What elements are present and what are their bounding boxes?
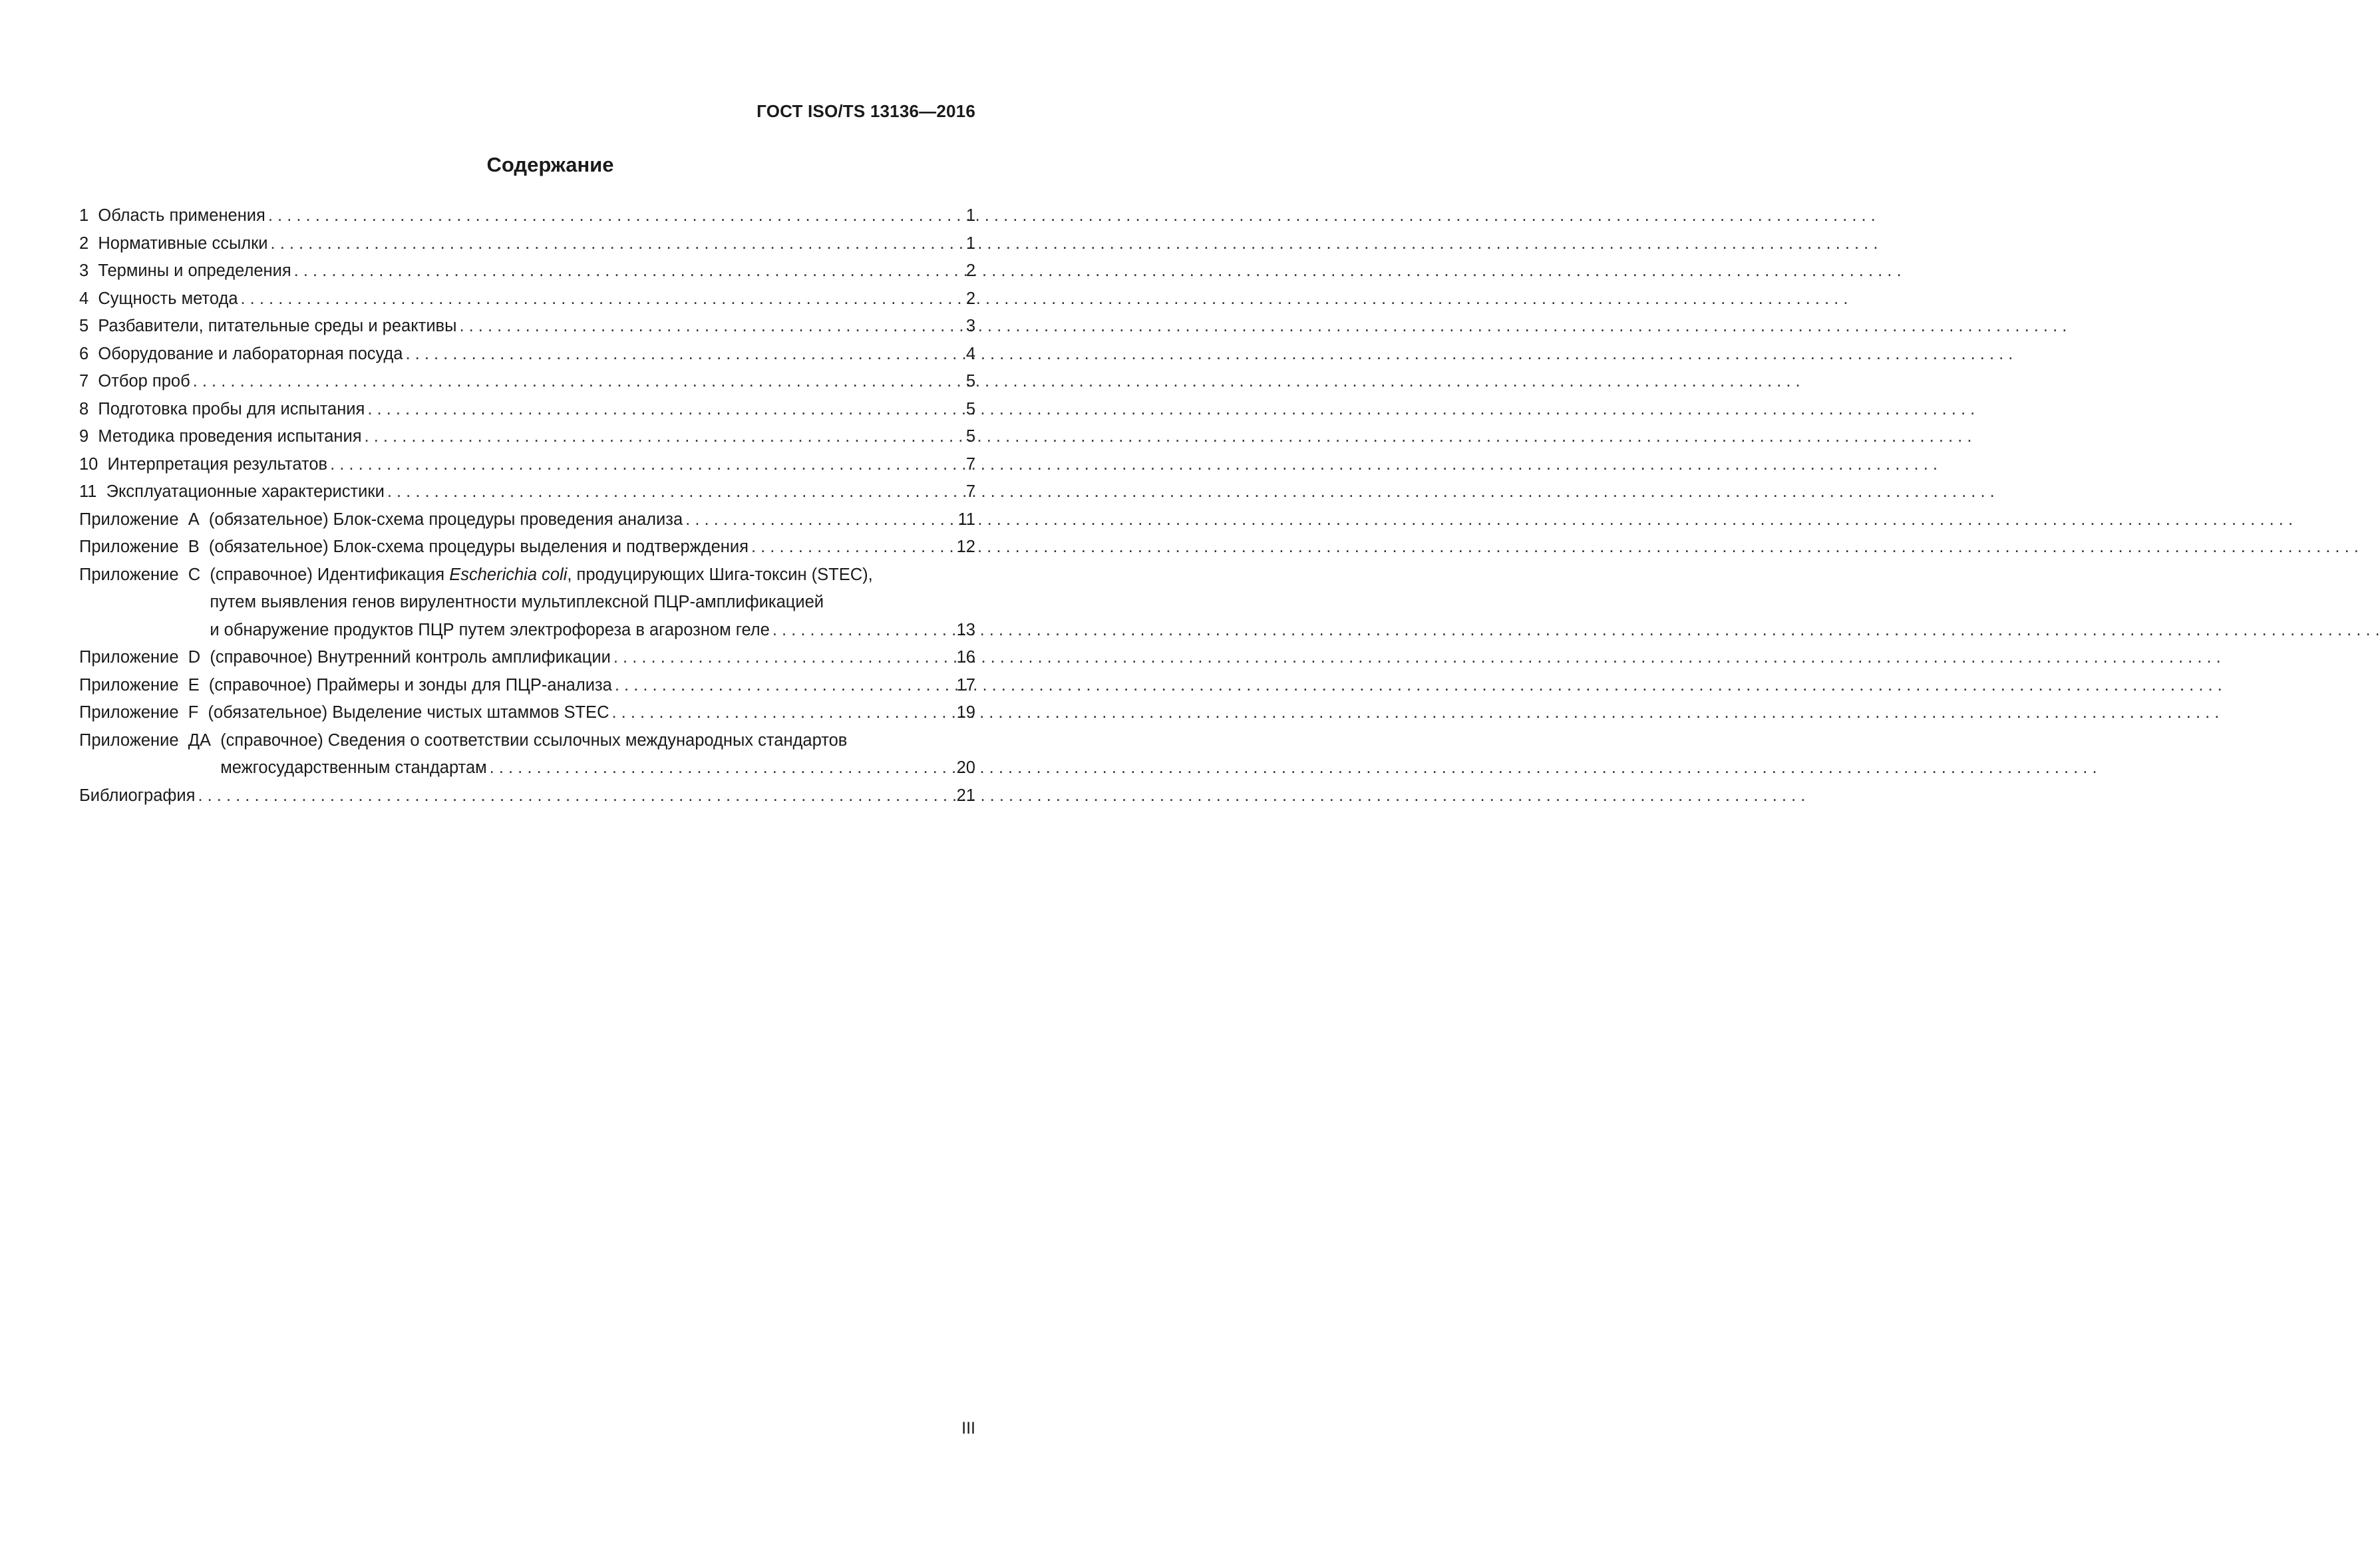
dot-leader [615, 672, 954, 700]
document-code: ГОСТ ISO/TS 13136—2016 [757, 101, 975, 121]
toc-entry-appendix-b[interactable] [79, 534, 975, 561]
toc-entry-number: 1 [79, 206, 98, 225]
toc-entry-title: (справочное) Идентификация Escherichia coli, продуцирующих Шига-токсин (STEC), [210, 565, 873, 584]
toc-entry-number: 5 [79, 317, 98, 335]
toc-entry-number: Приложение F [79, 703, 208, 722]
toc-entry-title: Оборудование и лабораторная посуда [98, 344, 403, 363]
toc-entry-title: (справочное) Внутренний контроль амплификации [210, 648, 611, 667]
toc-entry-title: Разбавители, питательные среды и реактивы [98, 317, 457, 335]
toc-entry-title-continuation: путем выявления генов вирулентности мультиплексной ПЦР-амплификацией [210, 593, 824, 611]
toc-entry-title: Термины и определения [98, 261, 291, 280]
toc-entry-number: 8 [79, 399, 98, 418]
toc-entry-page: 2 [965, 261, 975, 280]
toc-entry-title: Нормативные ссылки [98, 233, 268, 253]
toc-entry-title-continuation: межгосударственным стандартам [220, 758, 487, 777]
toc-entry-page: 2 [965, 289, 975, 308]
dot-leader [611, 699, 953, 727]
toc-entry-title: Методика проведения испытания [98, 427, 362, 446]
toc-entry-title-continuation: и обнаружение продуктов ПЦР путем электрофореза в агарозном геле [210, 620, 770, 639]
toc-entry-title: (обязательное) Выделение чистых штаммов STEC [208, 703, 609, 722]
toc-entry-page: 1 [965, 233, 975, 253]
toc-entry-page: 17 [956, 675, 975, 695]
toc-entry-number: 2 [79, 233, 98, 253]
toc-entry[interactable] [79, 478, 975, 506]
toc-entry-page: 11 [957, 510, 975, 529]
toc-entry-number: 6 [79, 344, 98, 363]
toc-entry-page: 7 [965, 482, 975, 501]
toc-entry-number: 9 [79, 427, 98, 446]
toc-entry[interactable] [79, 230, 975, 258]
toc-entry[interactable] [79, 202, 975, 230]
toc-entry-page: 16 [956, 648, 975, 667]
toc-entry-page: 13 [956, 620, 975, 639]
toc-entry[interactable] [79, 368, 975, 396]
toc-entry[interactable] [79, 257, 975, 285]
toc-entry-page: 5 [965, 399, 975, 418]
toc-entry-title: Эксплуатационные характеристики [106, 482, 385, 501]
toc-entry-number: Приложение А [79, 510, 209, 529]
toc-entry-title: (справочное) Праймеры и зонды для ПЦР-анализа [208, 675, 612, 695]
dot-leader [490, 754, 954, 782]
dot-leader [294, 257, 963, 285]
toc-entry-page: 3 [965, 317, 975, 335]
toc-entry-title: Область применения [98, 206, 265, 225]
toc-entry-number: 11 [79, 482, 106, 501]
toc-entry-bibliography[interactable] [79, 782, 975, 810]
dot-leader [365, 423, 963, 451]
toc-entry-title: Интерпретация результатов [107, 454, 328, 474]
toc-entry-page: 19 [956, 703, 975, 722]
dot-leader [241, 285, 963, 313]
toc-entry-page: 12 [956, 538, 975, 556]
toc-entry-appendix-c[interactable] [79, 561, 975, 645]
toc-entry-number: Приложение ДА [79, 730, 221, 750]
toc-entry-appendix-da[interactable] [79, 727, 975, 782]
toc-entry-page: 5 [965, 427, 975, 446]
toc-entry-title: (обязательное) Блок-схема процедуры проведения анализа [208, 510, 683, 529]
dot-leader [613, 644, 954, 672]
toc-entry-appendix-d[interactable] [79, 644, 975, 672]
toc-entry-title: Сущность метода [98, 289, 238, 308]
toc-entry[interactable] [79, 285, 975, 313]
toc-entry[interactable] [79, 341, 975, 369]
toc-entry-appendix-f[interactable] [79, 699, 975, 727]
toc-title: Содержание [486, 153, 614, 176]
toc-entry-number: 10 [79, 454, 108, 474]
toc-entry-number: 7 [79, 372, 98, 390]
dot-leader [268, 202, 963, 230]
toc-entry-number: 3 [79, 261, 98, 280]
toc-entry-number: Приложение D [79, 648, 210, 667]
toc-entry-title: Библиография [79, 786, 196, 805]
dot-leader [198, 782, 953, 810]
toc-entry-page: 20 [956, 758, 975, 777]
table-of-contents [79, 202, 975, 810]
dot-leader [459, 313, 963, 341]
toc-entry-number: 4 [79, 289, 98, 308]
toc-entry-page: 7 [965, 454, 975, 474]
dot-leader [193, 368, 963, 396]
species-name: Escherichia coli [449, 565, 568, 584]
page-number: III [961, 1419, 975, 1438]
toc-entry-page: 5 [965, 372, 975, 390]
dot-leader [772, 617, 954, 645]
dot-leader [271, 230, 963, 258]
dot-leader [405, 341, 963, 369]
toc-entry-page: 4 [965, 344, 975, 363]
toc-entry-appendix-a[interactable] [79, 506, 975, 534]
dot-leader [751, 534, 954, 561]
toc-entry-page: 1 [965, 206, 975, 225]
toc-entry-title: Подготовка пробы для испытания [98, 399, 365, 418]
toc-entry[interactable] [79, 423, 975, 451]
toc-entry[interactable] [79, 313, 975, 341]
toc-entry[interactable] [79, 451, 975, 479]
toc-entry-appendix-e[interactable] [79, 672, 975, 700]
dot-leader [330, 451, 963, 479]
toc-entry-number: Приложение Е [79, 675, 209, 695]
toc-entry-number: Приложение С [79, 565, 210, 584]
dot-leader [685, 506, 955, 534]
toc-entry-title: (обязательное) Блок-схема процедуры выделения и подтверждения [208, 538, 749, 556]
dot-leader [387, 478, 963, 506]
toc-entry-number: Приложение В [79, 538, 209, 556]
toc-entry[interactable] [79, 396, 975, 424]
dot-leader [367, 396, 963, 424]
toc-entry-page: 21 [956, 786, 975, 805]
toc-entry-title: Отбор проб [98, 372, 190, 390]
toc-entry-title: (справочное) Сведения о соответствии ссылочных международных стандартов [220, 730, 848, 750]
